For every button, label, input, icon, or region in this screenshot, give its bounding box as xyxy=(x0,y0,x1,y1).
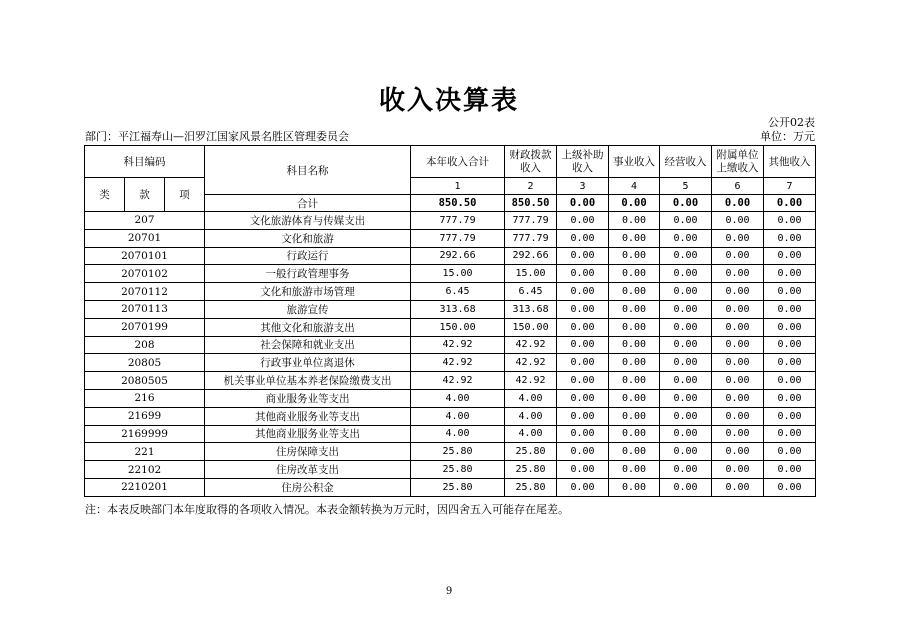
row-value: 0.00 xyxy=(660,389,712,407)
row-subject-name: 住房公积金 xyxy=(205,478,411,496)
row-value: 0.00 xyxy=(557,300,609,318)
row-value: 0.00 xyxy=(712,407,764,425)
table-row xyxy=(85,247,816,265)
row-value: 0.00 xyxy=(660,265,712,283)
row-value: 15.00 xyxy=(411,265,505,283)
row-value: 0.00 xyxy=(712,425,764,443)
row-value: 25.80 xyxy=(411,478,505,496)
row-value: 0.00 xyxy=(712,372,764,390)
row-value: 0.00 xyxy=(557,336,609,354)
row-subject-name: 其他商业服务业等支出 xyxy=(205,425,411,443)
row-value: 0.00 xyxy=(764,478,816,496)
row-value: 0.00 xyxy=(712,354,764,372)
row-subject-code: 2070101 xyxy=(85,247,205,265)
row-value: 25.80 xyxy=(505,443,557,461)
total-value: 0.00 xyxy=(712,195,764,212)
row-subject-name: 旅游宣传 xyxy=(205,300,411,318)
row-value: 0.00 xyxy=(660,300,712,318)
row-value: 0.00 xyxy=(557,461,609,479)
department-label: 部门：平江福寿山—汨罗江国家风景名胜区管理委员会 xyxy=(85,130,349,143)
row-value: 292.66 xyxy=(505,247,557,265)
row-subject-code: 2210201 xyxy=(85,478,205,496)
header-xiang: 项 xyxy=(165,178,205,212)
row-value: 0.00 xyxy=(764,229,816,247)
row-value: 0.00 xyxy=(712,212,764,230)
row-value: 0.00 xyxy=(712,478,764,496)
row-value: 0.00 xyxy=(609,212,660,230)
col-num: 6 xyxy=(712,178,764,195)
row-value: 0.00 xyxy=(660,283,712,301)
row-subject-name: 商业服务业等支出 xyxy=(205,389,411,407)
col-num: 5 xyxy=(660,178,712,195)
row-value: 25.80 xyxy=(505,478,557,496)
row-value: 292.66 xyxy=(411,247,505,265)
row-subject-code: 2070102 xyxy=(85,265,205,283)
row-subject-name: 文化和旅游市场管理 xyxy=(205,283,411,301)
row-subject-code: 207 xyxy=(85,212,205,230)
row-value: 0.00 xyxy=(660,318,712,336)
row-value: 777.79 xyxy=(505,212,557,230)
row-value: 0.00 xyxy=(660,407,712,425)
row-value: 0.00 xyxy=(609,300,660,318)
row-subject-code: 20701 xyxy=(85,229,205,247)
row-value: 0.00 xyxy=(609,461,660,479)
row-value: 0.00 xyxy=(557,389,609,407)
row-value: 0.00 xyxy=(712,443,764,461)
table-row xyxy=(85,229,816,247)
row-value: 0.00 xyxy=(660,354,712,372)
header-operating: 经营收入 xyxy=(660,146,712,178)
header-other: 其他收入 xyxy=(764,146,816,178)
row-value: 4.00 xyxy=(411,407,505,425)
row-value: 0.00 xyxy=(712,336,764,354)
row-subject-name: 其他商业服务业等支出 xyxy=(205,407,411,425)
row-subject-name: 一般行政管理事务 xyxy=(205,265,411,283)
row-value: 0.00 xyxy=(557,318,609,336)
total-label: 合计 xyxy=(205,195,411,212)
row-subject-name: 住房保障支出 xyxy=(205,443,411,461)
row-value: 42.92 xyxy=(505,336,557,354)
income-table xyxy=(84,145,816,497)
table-row xyxy=(85,372,816,390)
row-value: 0.00 xyxy=(557,425,609,443)
row-value: 0.00 xyxy=(764,283,816,301)
row-value: 0.00 xyxy=(764,336,816,354)
row-value: 42.92 xyxy=(411,372,505,390)
row-value: 0.00 xyxy=(557,407,609,425)
row-value: 0.00 xyxy=(609,265,660,283)
row-value: 0.00 xyxy=(764,407,816,425)
row-value: 0.00 xyxy=(712,389,764,407)
row-value: 0.00 xyxy=(712,265,764,283)
row-value: 0.00 xyxy=(660,443,712,461)
row-value: 42.92 xyxy=(505,372,557,390)
header-row xyxy=(85,146,816,178)
row-subject-code: 20805 xyxy=(85,354,205,372)
table-row xyxy=(85,265,816,283)
table-row xyxy=(85,354,816,372)
row-subject-name: 其他文化和旅游支出 xyxy=(205,318,411,336)
row-value: 0.00 xyxy=(764,354,816,372)
row-value: 0.00 xyxy=(609,229,660,247)
row-subject-code: 2070113 xyxy=(85,300,205,318)
row-value: 4.00 xyxy=(411,389,505,407)
row-value: 0.00 xyxy=(609,407,660,425)
row-value: 6.45 xyxy=(411,283,505,301)
row-value: 0.00 xyxy=(609,478,660,496)
row-value: 4.00 xyxy=(505,407,557,425)
row-value: 42.92 xyxy=(505,354,557,372)
row-value: 313.68 xyxy=(411,300,505,318)
total-value: 850.50 xyxy=(505,195,557,212)
row-value: 0.00 xyxy=(557,354,609,372)
row-value: 0.00 xyxy=(712,283,764,301)
row-value: 0.00 xyxy=(609,247,660,265)
row-value: 42.92 xyxy=(411,336,505,354)
row-value: 0.00 xyxy=(557,229,609,247)
total-value: 0.00 xyxy=(557,195,609,212)
row-value: 0.00 xyxy=(712,229,764,247)
header-fiscal: 财政拨款收入 xyxy=(505,146,557,178)
row-subject-code: 2080505 xyxy=(85,372,205,390)
col-num: 3 xyxy=(557,178,609,195)
row-value: 0.00 xyxy=(557,443,609,461)
row-subject-code: 221 xyxy=(85,443,205,461)
table-row xyxy=(85,443,816,461)
row-value: 25.80 xyxy=(411,443,505,461)
col-num: 2 xyxy=(505,178,557,195)
row-value: 0.00 xyxy=(764,372,816,390)
row-value: 0.00 xyxy=(764,389,816,407)
row-value: 0.00 xyxy=(660,461,712,479)
row-value: 0.00 xyxy=(764,212,816,230)
row-value: 0.00 xyxy=(660,212,712,230)
col-num: 7 xyxy=(764,178,816,195)
row-subject-code: 22102 xyxy=(85,461,205,479)
row-value: 0.00 xyxy=(764,300,816,318)
table-row xyxy=(85,318,816,336)
row-value: 0.00 xyxy=(660,425,712,443)
row-subject-name: 社会保障和就业支出 xyxy=(205,336,411,354)
row-value: 0.00 xyxy=(764,265,816,283)
page-number: 9 xyxy=(445,586,453,597)
row-value: 0.00 xyxy=(557,212,609,230)
row-value: 0.00 xyxy=(712,300,764,318)
row-value: 0.00 xyxy=(660,372,712,390)
row-value: 0.00 xyxy=(557,265,609,283)
row-value: 0.00 xyxy=(660,229,712,247)
footnote: 注：本表反映部门本年度取得的各项收入情况。本表金额转换为万元时，因四舍五入可能存在尾差。 xyxy=(85,503,569,516)
header-affiliated: 附属单位上缴收入 xyxy=(712,146,764,178)
row-subject-name: 机关事业单位基本养老保险缴费支出 xyxy=(205,372,411,390)
header-total-income: 本年收入合计 xyxy=(411,146,505,178)
col-num: 4 xyxy=(609,178,660,195)
row-subject-code: 2070199 xyxy=(85,318,205,336)
row-value: 150.00 xyxy=(411,318,505,336)
total-value: 0.00 xyxy=(609,195,660,212)
table-row xyxy=(85,389,816,407)
row-subject-name: 行政运行 xyxy=(205,247,411,265)
row-value: 0.00 xyxy=(764,461,816,479)
row-value: 777.79 xyxy=(505,229,557,247)
page-title: 收入决算表 xyxy=(378,86,519,116)
table-row xyxy=(85,461,816,479)
row-subject-code: 21699 xyxy=(85,407,205,425)
row-value: 0.00 xyxy=(609,443,660,461)
table-row xyxy=(85,212,816,230)
header-business: 事业收入 xyxy=(609,146,660,178)
header-kuan: 款 xyxy=(125,178,165,212)
row-subject-name: 住房改革支出 xyxy=(205,461,411,479)
row-value: 0.00 xyxy=(609,283,660,301)
row-value: 0.00 xyxy=(557,247,609,265)
table-row xyxy=(85,407,816,425)
row-value: 0.00 xyxy=(660,336,712,354)
row-value: 0.00 xyxy=(660,478,712,496)
row-value: 0.00 xyxy=(609,372,660,390)
row-value: 0.00 xyxy=(764,425,816,443)
row-value: 0.00 xyxy=(609,336,660,354)
row-subject-name: 文化旅游体育与传媒支出 xyxy=(205,212,411,230)
row-value: 0.00 xyxy=(764,247,816,265)
table-row xyxy=(85,300,816,318)
header-subject-name: 科目名称 xyxy=(205,146,411,195)
row-value: 15.00 xyxy=(505,265,557,283)
row-value: 6.45 xyxy=(505,283,557,301)
row-subject-code: 216 xyxy=(85,389,205,407)
table-row xyxy=(85,283,816,301)
row-value: 0.00 xyxy=(660,247,712,265)
row-subject-code: 2070112 xyxy=(85,283,205,301)
col-num: 1 xyxy=(411,178,505,195)
row-value: 42.92 xyxy=(411,354,505,372)
total-value: 850.50 xyxy=(411,195,505,212)
header-superior-subsidy: 上级补助收入 xyxy=(557,146,609,178)
row-value: 150.00 xyxy=(505,318,557,336)
row-value: 0.00 xyxy=(557,283,609,301)
form-code: 公开02表 xyxy=(768,116,815,129)
row-value: 25.80 xyxy=(505,461,557,479)
row-value: 313.68 xyxy=(505,300,557,318)
table-row xyxy=(85,336,816,354)
row-value: 0.00 xyxy=(764,443,816,461)
row-subject-name: 文化和旅游 xyxy=(205,229,411,247)
total-value: 0.00 xyxy=(764,195,816,212)
row-value: 0.00 xyxy=(557,372,609,390)
row-value: 0.00 xyxy=(609,389,660,407)
row-value: 0.00 xyxy=(609,354,660,372)
row-value: 0.00 xyxy=(712,461,764,479)
row-value: 777.79 xyxy=(411,212,505,230)
total-value: 0.00 xyxy=(660,195,712,212)
row-subject-code: 208 xyxy=(85,336,205,354)
table-row xyxy=(85,425,816,443)
row-value: 0.00 xyxy=(609,318,660,336)
row-value: 0.00 xyxy=(712,247,764,265)
row-value: 0.00 xyxy=(609,425,660,443)
row-value: 777.79 xyxy=(411,229,505,247)
row-value: 0.00 xyxy=(764,318,816,336)
header-lei: 类 xyxy=(85,178,125,212)
unit-label: 单位：万元 xyxy=(760,130,815,143)
row-value: 0.00 xyxy=(712,318,764,336)
row-value: 25.80 xyxy=(411,461,505,479)
row-subject-code: 2169999 xyxy=(85,425,205,443)
table-row xyxy=(85,478,816,496)
row-subject-name: 行政事业单位离退休 xyxy=(205,354,411,372)
row-value: 4.00 xyxy=(505,389,557,407)
column-number-row xyxy=(85,178,816,195)
row-value: 4.00 xyxy=(505,425,557,443)
row-value: 0.00 xyxy=(557,478,609,496)
row-value: 4.00 xyxy=(411,425,505,443)
header-subject-code: 科目编码 xyxy=(85,146,205,178)
